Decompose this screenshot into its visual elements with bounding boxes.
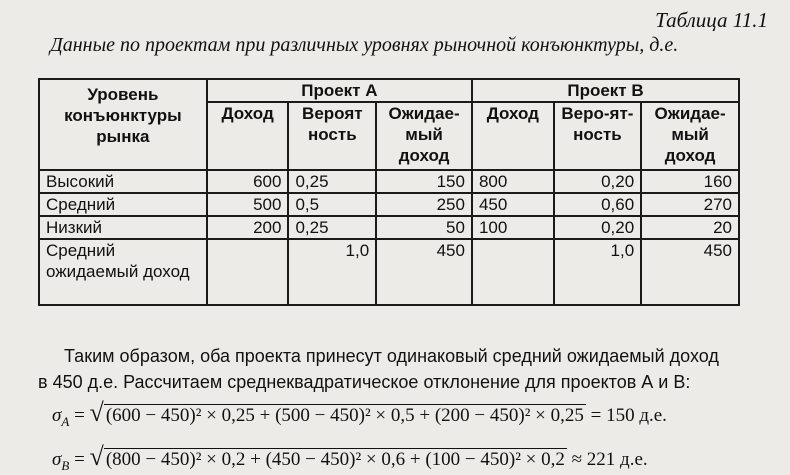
table-row [39,170,739,193]
sqrt-icon: √ [89,398,104,427]
a-expected-header: Ожидае-мый доход [376,102,472,170]
result-b: ≈ 221 д.е. [571,449,648,470]
result-a: = 150 д.е. [590,405,667,426]
a-income: 200 [207,216,289,239]
a-expected: 250 [376,193,472,216]
row-level: Низкий [39,216,207,239]
table-row [39,216,739,239]
row-level: Высокий [39,170,207,193]
body-paragraph [38,343,768,395]
project-b-header: Проект В [472,79,739,102]
formula-sigma-b [52,442,648,474]
a-prob: 0,25 [288,216,376,239]
b-expected: 160 [641,170,739,193]
formula-sigma-a [52,398,667,430]
a-income: 600 [207,170,289,193]
b-income: 100 [472,216,554,239]
b-prob: 1,0 [554,239,642,305]
table-row-total [39,239,739,305]
paragraph-line: в 450 д.е. Рассчитаем среднеквадратическое отклонение для проектов А и В: [38,372,691,392]
expression-b: (800 − 450)² × 0,2 + (450 − 450)² × 0,6 + (100 − 450)² × 0,2 [105,449,565,470]
paragraph-line: Таким образом, оба проекта принесут одинаковый средний ожидаемый доход [64,346,719,366]
level-header: Уровень конъюнктуры рынка [39,79,207,170]
sigma-symbol: σ [52,449,62,470]
sigma-symbol: σ [52,405,62,426]
subscript-b: B [61,457,70,473]
table-row [39,193,739,216]
b-income: 800 [472,170,554,193]
a-income-header: Доход [207,102,289,170]
b-income [472,239,554,305]
b-income: 450 [472,193,554,216]
b-prob: 0,20 [554,170,642,193]
a-prob: 0,5 [288,193,376,216]
b-income-header: Доход [472,102,554,170]
b-prob: 0,20 [554,216,642,239]
project-a-header: Проект А [207,79,472,102]
b-prob-header: Веро-ят-ность [554,102,642,170]
projects-table [38,78,740,306]
b-prob: 0,60 [554,193,642,216]
sqrt-icon: √ [89,442,104,471]
row-level: Средний [39,193,207,216]
expression-a: (600 − 450)² × 0,25 + (500 − 450)² × 0,5 + (200 − 450)² × 0,25 [105,405,584,426]
b-expected: 450 [641,239,739,305]
a-expected: 50 [376,216,472,239]
row-level: Средний ожидаемый доход [39,239,207,305]
a-income [207,239,289,305]
a-prob: 1,0 [288,239,376,305]
a-prob-header: Вероят ность [288,102,376,170]
table-number: Таблица 11.1 [655,8,768,32]
table-title: Данные по проектам при различных уровнях рыночной конъюнктуры, д.е. [50,34,679,56]
a-income: 500 [207,193,289,216]
subscript-a: A [61,413,70,429]
b-expected: 20 [641,216,739,239]
b-expected: 270 [641,193,739,216]
b-expected-header: Ожидае-мый доход [641,102,739,170]
a-expected: 450 [376,239,472,305]
table-header-row [39,79,739,102]
a-expected: 150 [376,170,472,193]
a-prob: 0,25 [288,170,376,193]
equals-sign: = [74,449,85,470]
equals-sign: = [74,405,85,426]
